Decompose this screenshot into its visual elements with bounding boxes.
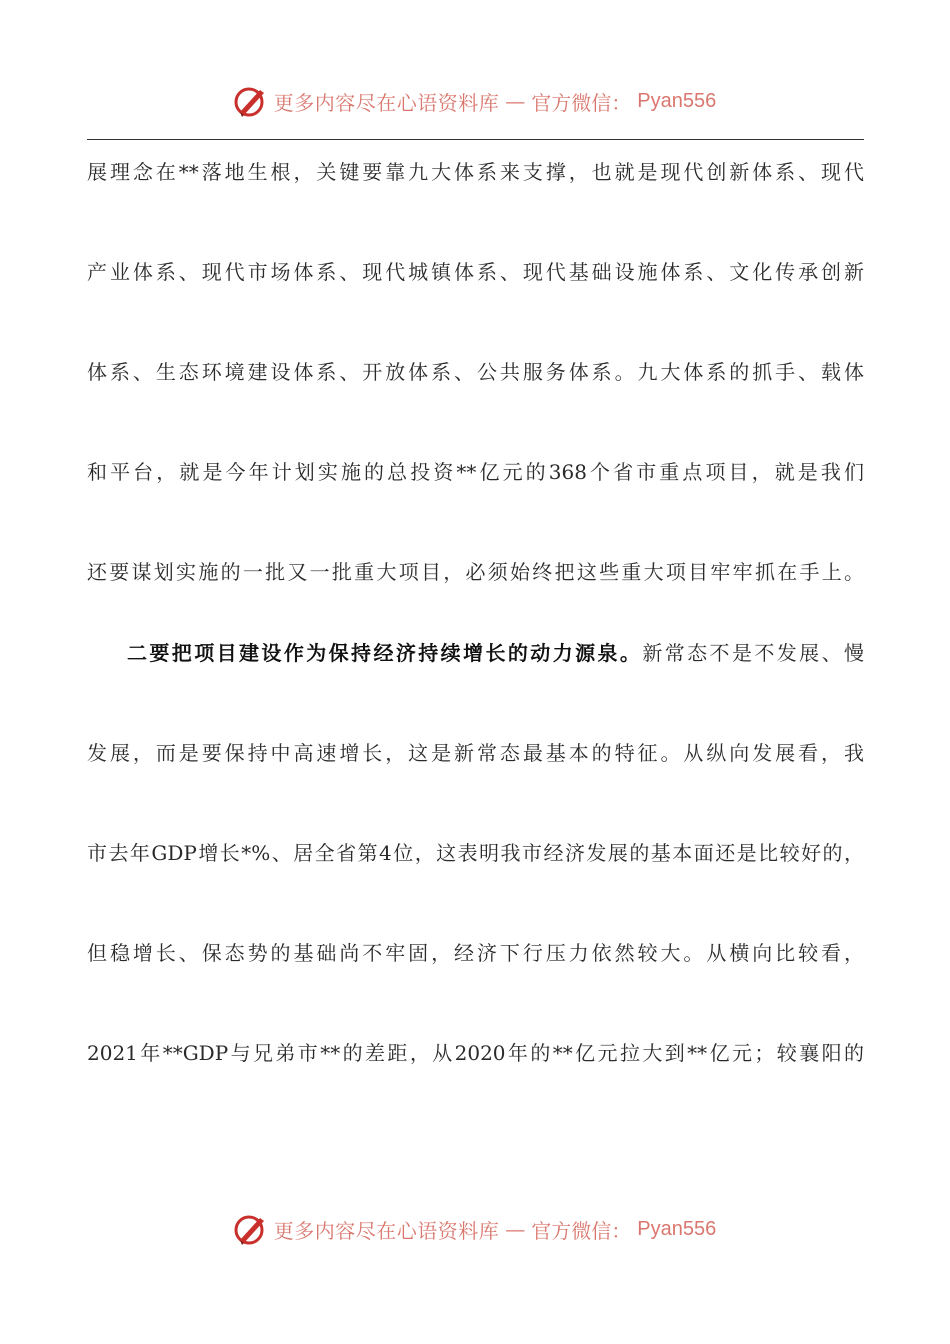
brand bbox=[234, 1212, 716, 1246]
body-line: 和平台，就是今年计划实施的总投资**亿元的368个省市重点项目，就是我们 bbox=[87, 460, 864, 484]
wechat-id: Pyan556 bbox=[637, 89, 717, 112]
brand-separator: — bbox=[505, 1217, 526, 1241]
paragraph-two-first-line bbox=[87, 633, 864, 673]
body-line: 还要谋划实施的一批又一批重大项目，必须始终把这些重大项目牢牢抓在手上。 bbox=[87, 560, 864, 584]
header-rule bbox=[87, 139, 864, 140]
wechat-label: 官方微信： bbox=[531, 1218, 632, 1243]
page-footer bbox=[0, 1212, 950, 1246]
brand-name: 更多内容尽在心语资料库 bbox=[273, 90, 500, 115]
body-line: 体系、生态环境建设体系、开放体系、公共服务体系。九大体系的抓手、载体 bbox=[87, 360, 864, 384]
body-line: 市去年GDP增长*%、居全省第4位，这表明我市经济发展的基本面还是比较好的， bbox=[87, 841, 864, 865]
pen-logo-icon bbox=[234, 84, 268, 118]
body-line: 但稳增长、保态势的基础尚不牢固，经济下行压力依然较大。从横向比较看， bbox=[87, 941, 864, 965]
brand-name: 更多内容尽在心语资料库 bbox=[273, 1218, 500, 1243]
wechat-id: Pyan556 bbox=[637, 1217, 717, 1240]
wechat-label: 官方微信： bbox=[531, 90, 632, 115]
paragraph-two-heading: 二要把项目建设作为保持经济持续增长的动力源泉。 bbox=[127, 641, 643, 665]
brand bbox=[234, 84, 716, 118]
page-header bbox=[0, 84, 950, 118]
brand-separator: — bbox=[505, 89, 526, 113]
body-line: 2021年**GDP与兄弟市**的差距，从2020年的**亿元拉大到**亿元；较襄阳的 bbox=[87, 1041, 864, 1065]
pen-logo-icon bbox=[234, 1212, 268, 1246]
paragraph-two-text: 新常态不是不发展、慢 bbox=[642, 641, 864, 665]
body-line: 产业体系、现代市场体系、现代城镇体系、现代基础设施体系、文化传承创新 bbox=[87, 260, 864, 284]
body-line: 发展，而是要保持中高速增长，这是新常态最基本的特征。从纵向发展看，我 bbox=[87, 741, 864, 765]
body-line: 展理念在**落地生根，关键要靠九大体系来支撑，也就是现代创新体系、现代 bbox=[87, 160, 864, 184]
